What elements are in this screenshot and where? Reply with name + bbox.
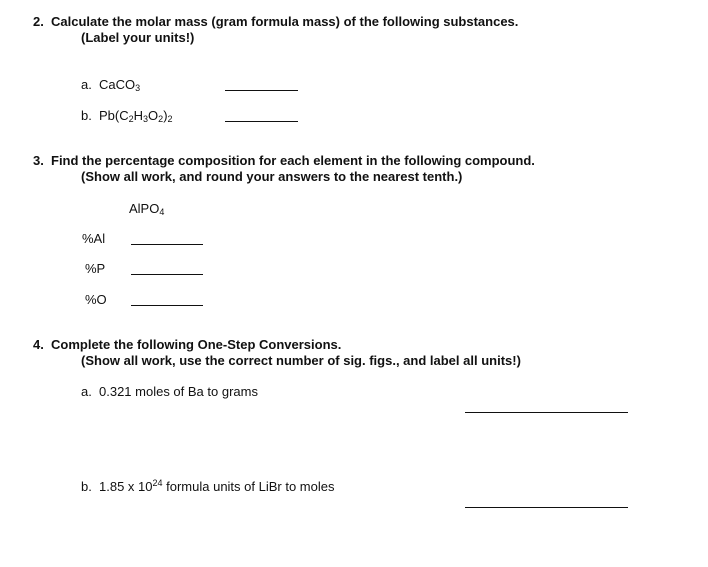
q2b-letter: b. (81, 108, 92, 123)
q2-number: 2. (33, 14, 44, 29)
q4a-answer-blank[interactable] (465, 412, 628, 413)
q3-element-al: %Al (82, 231, 106, 246)
q4-number: 4. (33, 337, 44, 352)
q3-p-answer-blank[interactable] (131, 274, 203, 275)
q2-prompt: Calculate the molar mass (gram formula mass) of the following substances. (51, 14, 519, 29)
q2a-formula: CaCO$_3$ (99, 77, 141, 93)
q4b-letter: b. (81, 479, 92, 494)
q3-note: (Show all work, and round your answers to the nearest tenth.) (81, 169, 463, 184)
q4b-answer-blank[interactable] (465, 507, 628, 508)
q3-element-o: %O (85, 292, 107, 307)
q2b-formula: $Pb(C_2H_3O_2)_2$ (99, 108, 173, 124)
q2-note: (Label your units!) (81, 30, 195, 45)
q4a-text: 0.321 moles of Ba to grams (99, 384, 258, 399)
q3-o-answer-blank[interactable] (131, 305, 203, 306)
q2a-answer-blank[interactable] (225, 90, 298, 91)
q4a-letter: a. (81, 384, 92, 399)
q3-al-answer-blank[interactable] (131, 244, 203, 245)
q2b-answer-blank[interactable] (225, 121, 298, 122)
q2a-letter: a. (81, 77, 92, 92)
q3-element-p: %P (85, 261, 106, 276)
q4b-text: 1.85 x $10^{24}$ formula units of LiBr to moles (99, 478, 335, 494)
q3-prompt: Find the percentage composition for each element in the following compound. (51, 153, 535, 168)
q4-note: (Show all work, use the correct number of sig. figs., and label all units!) (81, 353, 521, 368)
q3-compound: AlPO$_4$ (129, 201, 165, 217)
q3-number: 3. (33, 153, 44, 168)
q4-prompt: Complete the following One-Step Conversions. (51, 337, 342, 352)
